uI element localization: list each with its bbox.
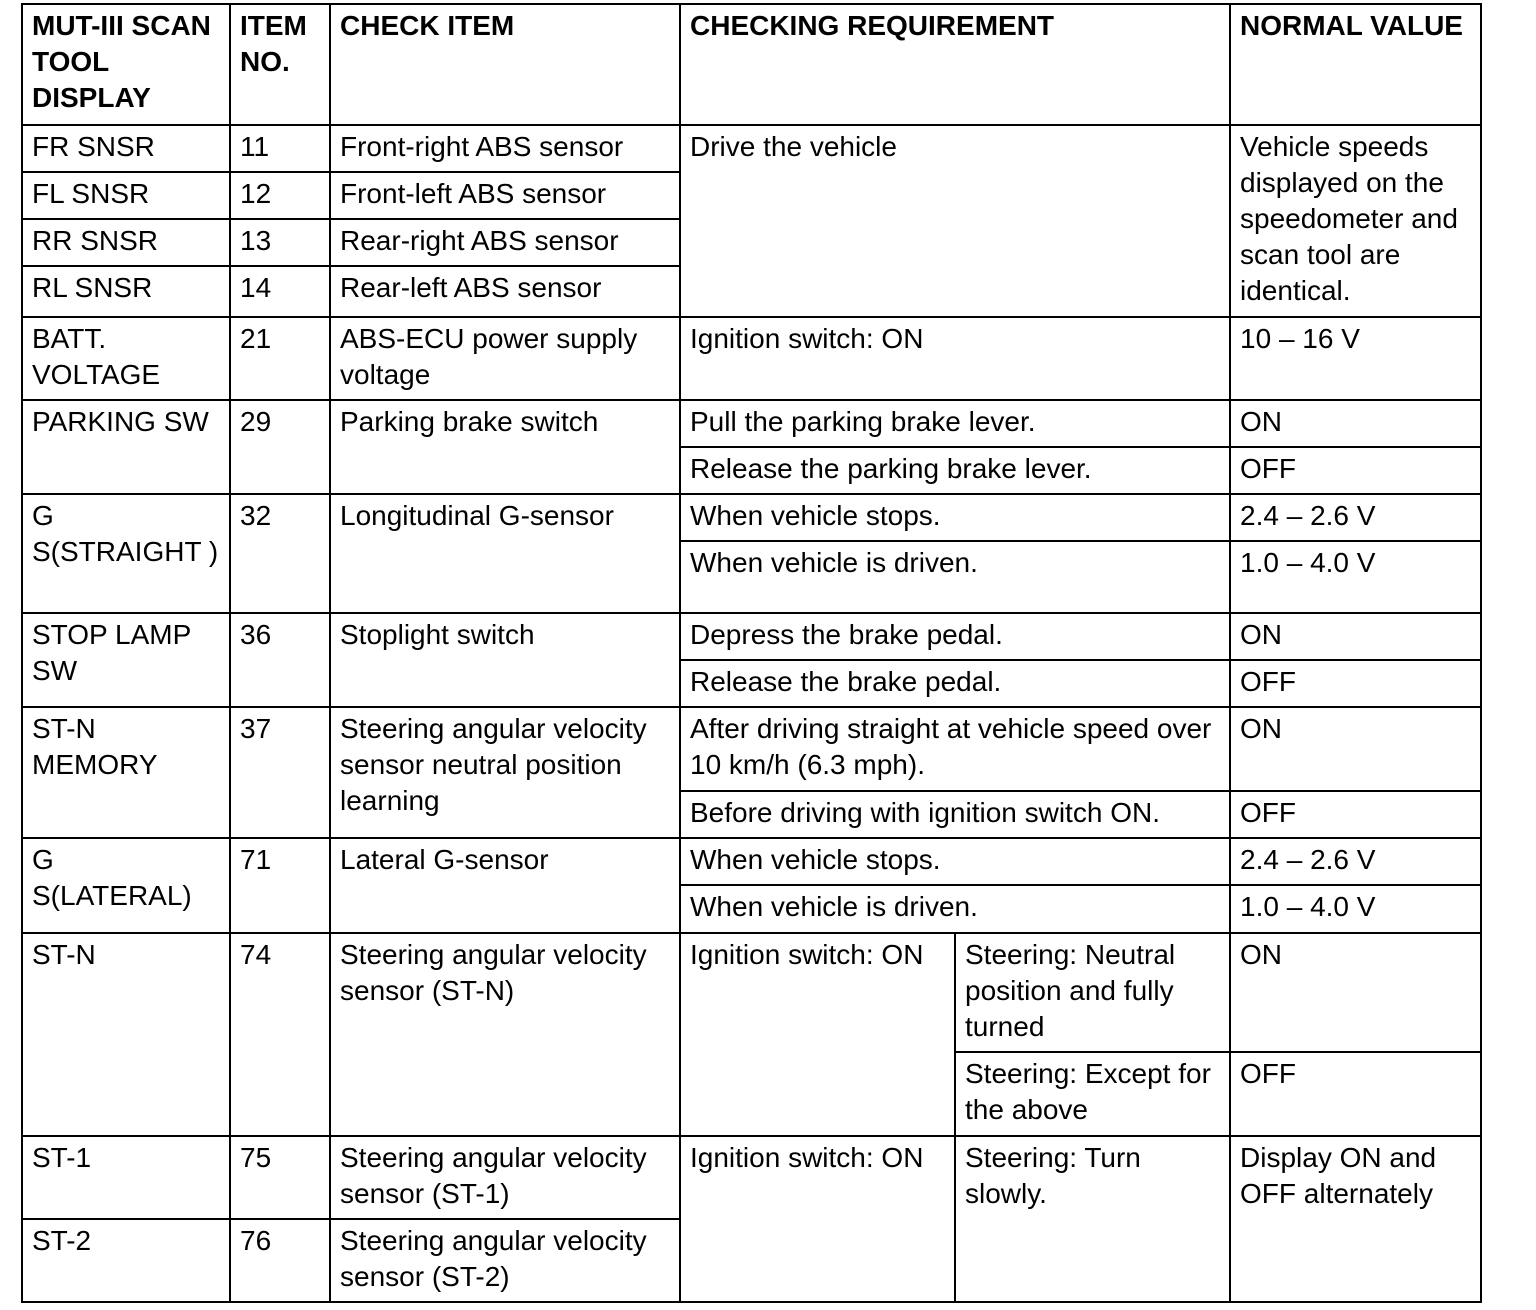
check-item-cell: Rear-left ABS sensor	[330, 266, 680, 317]
item-no-cell: 74	[230, 933, 330, 1136]
display-cell: ST-N MEMORY	[22, 707, 230, 838]
header-display: MUT-III SCAN TOOL DISPLAY	[22, 4, 230, 125]
normal-value-cell: 2.4 – 2.6 V	[1230, 838, 1481, 885]
table-row	[22, 400, 1481, 447]
display-cell: PARKING SW	[22, 400, 230, 494]
requirement-cell: Pull the parking brake lever.	[680, 400, 1230, 447]
requirement-cell: Ignition switch: ON	[680, 317, 1230, 400]
table-row	[22, 494, 1481, 541]
item-no-cell: 12	[230, 172, 330, 219]
check-item-cell: Parking brake switch	[330, 400, 680, 494]
item-no-cell: 21	[230, 317, 330, 400]
requirement-cell: Ignition switch: ON	[680, 933, 955, 1136]
check-item-cell: Steering angular velocity sensor (ST-N)	[330, 933, 680, 1136]
check-item-cell: Front-left ABS sensor	[330, 172, 680, 219]
normal-value-cell: ON	[1230, 933, 1481, 1052]
requirement-cell: Ignition switch: ON	[680, 1136, 955, 1302]
table-row	[22, 125, 1481, 172]
check-item-cell: Longitudinal G-sensor	[330, 494, 680, 613]
display-cell: FL SNSR	[22, 172, 230, 219]
table-row	[22, 838, 1481, 885]
check-item-cell: Steering angular velocity sensor neutral position learning	[330, 707, 680, 838]
header-check-item: CHECK ITEM	[330, 4, 680, 125]
display-cell: ST-2	[22, 1219, 230, 1302]
item-no-cell: 29	[230, 400, 330, 494]
table-row	[22, 1136, 1481, 1219]
normal-value-cell: OFF	[1230, 447, 1481, 494]
display-cell: ST-1	[22, 1136, 230, 1219]
check-item-cell: Steering angular velocity sensor (ST-1)	[330, 1136, 680, 1219]
sub-requirement-cell: Steering: Neutral position and fully turned	[955, 933, 1230, 1052]
normal-value-cell: 1.0 – 4.0 V	[1230, 885, 1481, 933]
requirement-cell: Release the parking brake lever.	[680, 447, 1230, 494]
normal-value-cell: ON	[1230, 400, 1481, 447]
normal-value-cell: OFF	[1230, 660, 1481, 707]
normal-value-cell: 10 – 16 V	[1230, 317, 1481, 400]
check-item-cell: ABS-ECU power supply voltage	[330, 317, 680, 400]
normal-value-cell: OFF	[1230, 1052, 1481, 1136]
header-normal-value: NORMAL VALUE	[1230, 4, 1481, 125]
display-cell: RL SNSR	[22, 266, 230, 317]
item-no-cell: 32	[230, 494, 330, 613]
item-no-cell: 75	[230, 1136, 330, 1219]
display-cell: G S(LATERAL)	[22, 838, 230, 933]
item-no-cell: 71	[230, 838, 330, 933]
sub-requirement-cell: Steering: Turn slowly.	[955, 1136, 1230, 1302]
item-no-cell: 14	[230, 266, 330, 317]
table-header-row	[22, 4, 1481, 125]
requirement-cell: After driving straight at vehicle speed over 10 km/h (6.3 mph).	[680, 707, 1230, 791]
normal-value-cell: Display ON and OFF alternately	[1230, 1136, 1481, 1302]
normal-value-cell: ON	[1230, 707, 1481, 791]
item-no-cell: 37	[230, 707, 330, 838]
item-no-cell: 11	[230, 125, 330, 172]
display-cell: BATT. VOLTAGE	[22, 317, 230, 400]
normal-value-cell: 1.0 – 4.0 V	[1230, 541, 1481, 613]
item-no-cell: 36	[230, 613, 330, 707]
item-no-cell: 13	[230, 219, 330, 266]
check-item-cell: Rear-right ABS sensor	[330, 219, 680, 266]
requirement-cell: Depress the brake pedal.	[680, 613, 1230, 660]
requirement-cell: Drive the vehicle	[680, 125, 1230, 317]
scan-tool-data-table	[21, 3, 1482, 1303]
table-row	[22, 317, 1481, 400]
requirement-cell: When vehicle is driven.	[680, 541, 1230, 613]
requirement-cell: When vehicle stops.	[680, 494, 1230, 541]
normal-value-cell: Vehicle speeds displayed on the speedometer and scan tool are identical.	[1230, 125, 1481, 317]
normal-value-cell: 2.4 – 2.6 V	[1230, 494, 1481, 541]
display-cell: STOP LAMP SW	[22, 613, 230, 707]
requirement-cell: Before driving with ignition switch ON.	[680, 791, 1230, 838]
check-item-cell: Front-right ABS sensor	[330, 125, 680, 172]
check-item-cell: Lateral G-sensor	[330, 838, 680, 933]
requirement-cell: When vehicle stops.	[680, 838, 1230, 885]
normal-value-cell: ON	[1230, 613, 1481, 660]
requirement-cell: When vehicle is driven.	[680, 885, 1230, 933]
sub-requirement-cell: Steering: Except for the above	[955, 1052, 1230, 1136]
table-row	[22, 933, 1481, 1052]
table-row	[22, 707, 1481, 791]
check-item-cell: Steering angular velocity sensor (ST-2)	[330, 1219, 680, 1302]
display-cell: FR SNSR	[22, 125, 230, 172]
display-cell: G S(STRAIGHT )	[22, 494, 230, 613]
header-item-no: ITEM NO.	[230, 4, 330, 125]
display-cell: RR SNSR	[22, 219, 230, 266]
normal-value-cell: OFF	[1230, 791, 1481, 838]
requirement-cell: Release the brake pedal.	[680, 660, 1230, 707]
check-item-cell: Stoplight switch	[330, 613, 680, 707]
header-checking-requirement: CHECKING REQUIREMENT	[680, 4, 1230, 125]
display-cell: ST-N	[22, 933, 230, 1136]
table-row	[22, 613, 1481, 660]
item-no-cell: 76	[230, 1219, 330, 1302]
